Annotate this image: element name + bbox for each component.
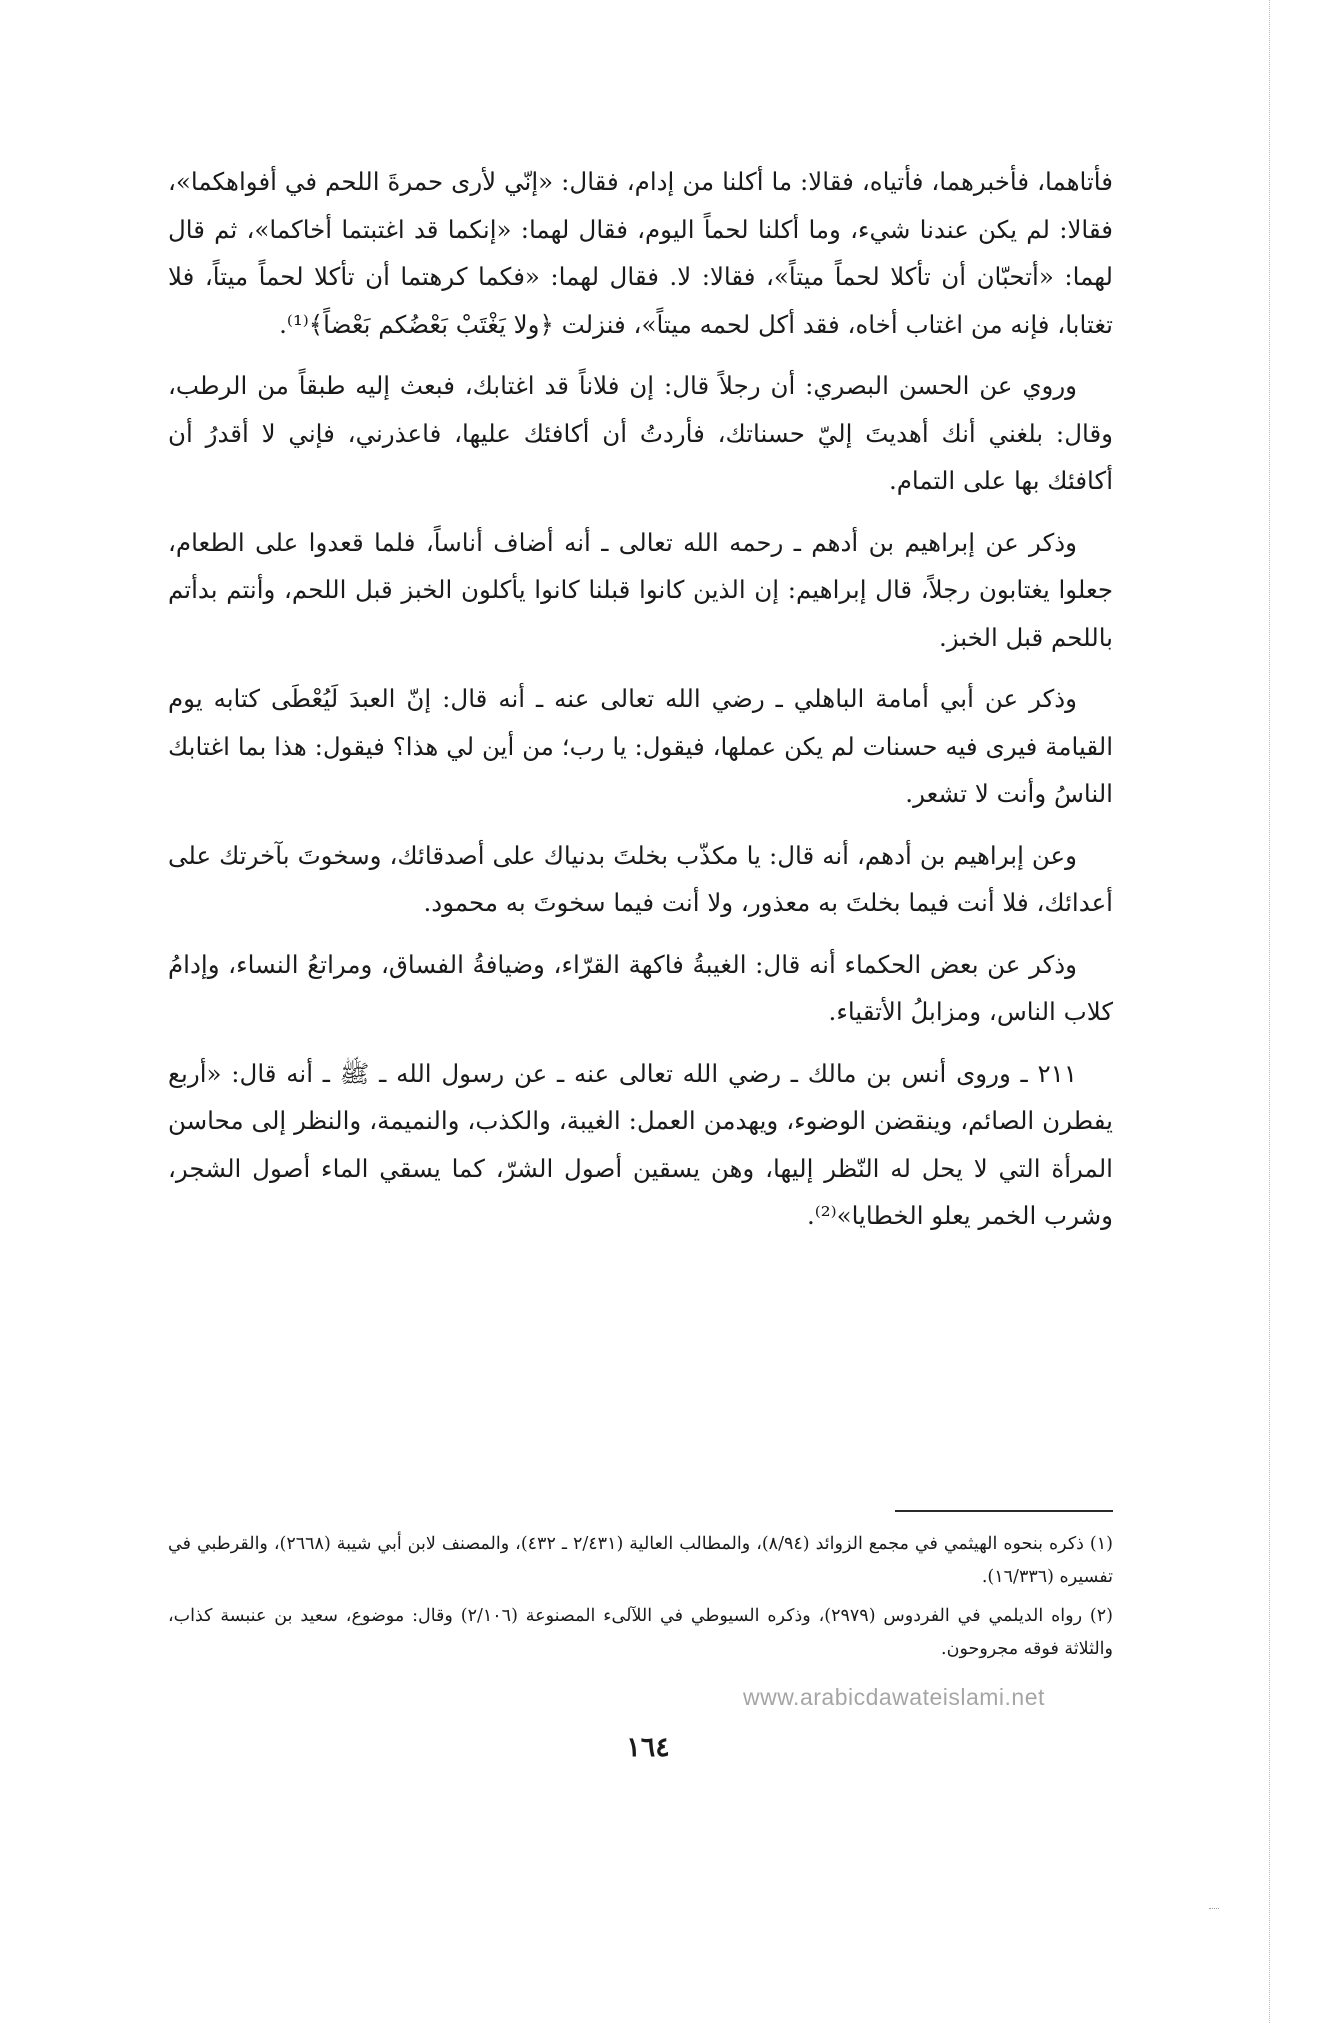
watermark-url: www.arabicdawateislami.net (743, 1684, 1045, 1710)
page-number: ١٦٤ (626, 1732, 670, 1763)
footnotes (168, 1528, 1113, 1672)
paragraph-6: وذكر عن بعض الحكماء أنه قال: الغيبةُ فاكهة القرّاء، وضيافةُ الفساق، ومراتعُ النساء، وإدامُ كلاب الناس، ومزابلُ الأتقياء. (168, 949, 1113, 1026)
paragraph-1: فأتاهما، فأخبرهما، فأتياه، فقالا: ما أكلنا من إدام، فقال: «إنّي لأرى حمرةَ اللحم في أفواهكما»، فقالا: لم يكن عندنا شيء، وما أكلنا لحماً اليوم، فقال لهما: «إنكما قد اغتبتما أخاكما»، ثم قال لهما: «أتحبّان أن تأكلا لحماً ميتاً»، فقالا: لا. فقال لهما: «فكما كرهتما أن تأكلا لحماً ميتاً، فلا تغتابا، فإنه من اغتاب أخاه، فقد أكل لحمه ميتاً»، فنزلت ﴿ولا يَغْتَبْ بَعْضُكم بَعْضاً﴾⁽¹⁾. (168, 167, 1113, 339)
scan-speck (1209, 1908, 1219, 1912)
page-edge-line (1268, 0, 1270, 2023)
footnote-separator (895, 1510, 1113, 1512)
footnote-2: (٢) رواه الديلمي في الفردوس (٢٩٧٩)، وذكره السيوطي في اللآلىء المصنوعة (٢/١٠٦) وقال: موضوع، سعيد بن عنبسة كذاب، والثلاثة فوقه مجروحون. (168, 1606, 1113, 1659)
paragraph-2: وروي عن الحسن البصري: أن رجلاً قال: إن فلاناً قد اغتابك، فبعث إليه طبقاً من الرطب، وقال: بلغني أنك أهديتَ إليّ حسناتك، فأردتُ أن أكافئك عليها، فاعذرني، فإني لا أقدرُ أن أكافئك بها على التمام. (168, 371, 1113, 495)
paragraph-4: وذكر عن أبي أمامة الباهلي ـ رضي الله تعالى عنه ـ أنه قال: إنّ العبدَ لَيُعْطَى كتابه يوم القيامة فيرى فيه حسنات لم يكن عملها، فيقول: يا رب؛ من أين لي هذا؟ فيقول: هذا بما اغتابك الناسُ وأنت لا تشعر. (168, 684, 1113, 808)
main-text (168, 158, 1113, 1254)
paragraph-5: وعن إبراهيم بن أدهم، أنه قال: يا مكذّب بخلتَ بدنياك على أصدقائك، وسخوتَ بآخرتك على أعدائك، فلا أنت فيما بخلتَ به معذور، ولا أنت فيما سخوتَ به محمود. (168, 840, 1113, 917)
paragraph-3: وذكر عن إبراهيم بن أدهم ـ رحمه الله تعالى ـ أنه أضاف أناساً، فلما قعدوا على الطعام، جعلوا يغتابون رجلاً، قال إبراهيم: إن الذين كانوا قبلنا كانوا يأكلون الخبز قبل اللحم، وأنتم بدأتم باللحم قبل الخبز. (168, 527, 1113, 652)
footnote-1: (١) ذكره بنحوه الهيثمي في مجمع الزوائد (٨/٩٤)، والمطالب العالية (٢/٤٣١ ـ ٤٣٢)، والمصنف لابن أبي شيبة (٢٦٦٨)، والقرطبي في تفسيره (١٦/٣٣٦). (168, 1534, 1113, 1587)
paragraph-7: ٢١١ ـ وروى أنس بن مالك ـ رضي الله تعالى عنه ـ عن رسول الله ـ ﷺ ـ أنه قال: «أربع يفطرن الصائم، وينقضن الوضوء، ويهدمن العمل: الغيبة، والكذب، والنميمة، والنظر إلى محاسن المرأة التي لا يحل له النّظر إليها، وهن يسقين أصول الشرّ، كما يسقي الماء أصول الشجر، وشرب الخمر يعلو الخطايا»⁽²⁾. (168, 1058, 1113, 1230)
